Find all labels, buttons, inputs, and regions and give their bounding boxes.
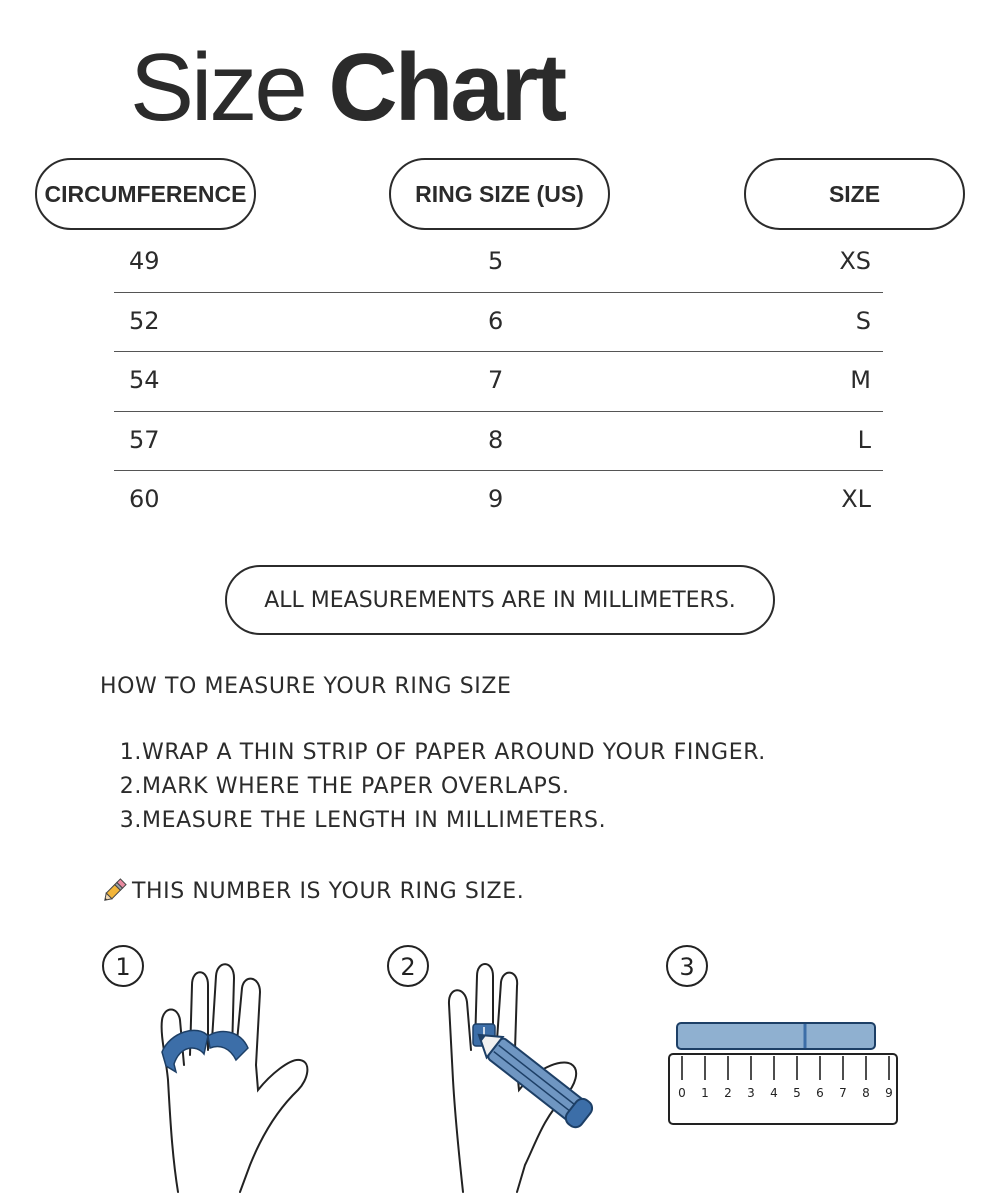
paper-strip-right — [208, 1032, 248, 1060]
ring-size-cell: 6 — [488, 306, 504, 335]
howto-heading: HOW TO MEASURE YOUR RING SIZE — [100, 674, 512, 699]
ruler-label: 5 — [793, 1086, 801, 1100]
tip-text: THIS NUMBER IS YOUR RING SIZE. — [132, 878, 525, 904]
column-header-circumference: CIRCUMFERENCE — [35, 158, 256, 230]
size-cell: XS — [839, 247, 871, 275]
ruler-label: 2 — [724, 1086, 732, 1100]
ring-size-tip — [100, 877, 524, 905]
ruler-label: 6 — [816, 1086, 824, 1100]
table-row — [114, 293, 883, 353]
page-title — [130, 28, 564, 148]
step-text: MARK WHERE THE PAPER OVERLAPS. — [142, 774, 570, 799]
table-row — [114, 412, 883, 472]
step-text: MEASURE THE LENGTH IN MILLIMETERS. — [142, 808, 607, 833]
ruler-label: 9 — [885, 1086, 893, 1100]
paper-strip-left — [162, 1030, 208, 1072]
size-cell: XL — [841, 485, 871, 513]
step-3-badge: 3 — [679, 953, 695, 981]
size-cell: L — [857, 425, 871, 454]
list-item — [100, 774, 766, 808]
page-title-bold: Chart — [328, 34, 565, 141]
ruler-label: 7 — [839, 1086, 847, 1100]
ruler-label: 8 — [862, 1086, 870, 1100]
size-table — [114, 233, 883, 531]
units-note: ALL MEASUREMENTS ARE IN MILLIMETERS. — [225, 565, 775, 635]
hand-icon — [162, 964, 308, 1192]
circumference-cell: 49 — [129, 247, 160, 275]
circumference-cell: 60 — [129, 485, 160, 513]
paper-strip-icon — [677, 1023, 875, 1049]
circumference-cell: 54 — [129, 366, 160, 394]
table-row — [114, 233, 883, 293]
circumference-cell: 52 — [129, 306, 160, 335]
step-3-illustration — [665, 940, 905, 1140]
ruler-label: 3 — [747, 1086, 755, 1100]
circumference-cell: 57 — [129, 425, 160, 454]
page-title-light: Size — [130, 34, 305, 141]
ruler-label: 1 — [701, 1086, 709, 1100]
step-2-badge: 2 — [400, 953, 416, 981]
size-cell: S — [855, 306, 871, 335]
list-item — [100, 740, 766, 774]
column-header-size: SIZE — [744, 158, 965, 230]
ring-size-cell: 5 — [488, 247, 504, 275]
step-1-illustration — [100, 940, 330, 1200]
list-item — [100, 808, 766, 842]
table-row — [114, 352, 883, 412]
ruler-label: 4 — [770, 1086, 778, 1100]
pencil-icon — [100, 877, 128, 905]
step-2-illustration — [385, 940, 615, 1200]
step-text: WRAP A THIN STRIP OF PAPER AROUND YOUR FINGER. — [142, 740, 766, 765]
howto-steps — [100, 740, 766, 842]
step-number: 1. — [119, 740, 142, 765]
ring-size-cell: 7 — [488, 366, 504, 394]
size-cell: M — [850, 366, 871, 394]
column-header-ring-size: RING SIZE (US) — [389, 158, 610, 230]
ring-size-cell: 8 — [488, 425, 504, 454]
step-number: 2. — [119, 774, 142, 799]
ring-size-cell: 9 — [488, 485, 504, 513]
table-row — [114, 471, 883, 531]
ruler-label: 0 — [678, 1086, 686, 1100]
step-number: 3. — [119, 808, 142, 833]
step-1-badge: 1 — [115, 953, 131, 981]
